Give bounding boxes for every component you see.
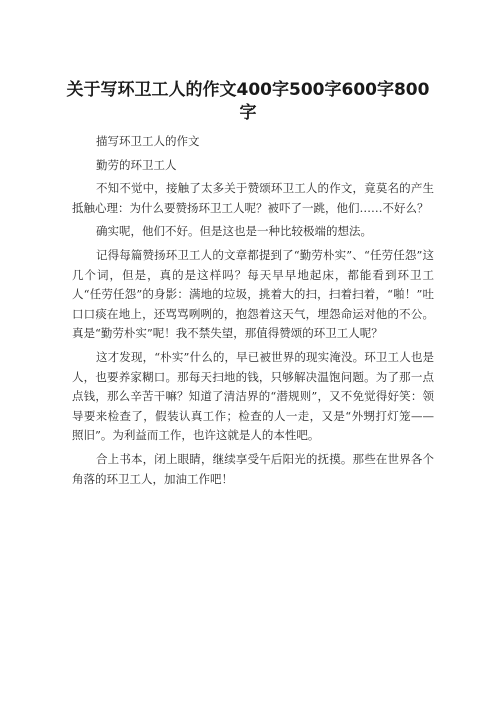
subheading-essay: 描写环卫工人的作文 (96, 134, 200, 148)
document-body (72, 132, 434, 493)
document-title: 关于写环卫工人的作文400字500字600字800字 (66, 80, 430, 123)
paragraph-5: 合上书本，闭上眼睛，继续享受午后阳光的抚摸。那些在世界各个角落的环卫工人，加油工作吧！ (72, 451, 434, 486)
paragraph-4: 这才发现，“朴实”什么的，早已被世界的现实淹没。环卫工人也是人，也要养家糊口。那每天扫地的钱，只够解决温饱问题。为了那一点点钱，那么辛苦干嘛？知道了清洁界的“潜规则”，又不免觉得好笑：领导要来检查了，假装认真工作；检查的人一走，又是“外甥打灯笼——照旧”。为利益而工作，也许这就是人的本性吧。 (72, 349, 434, 443)
subheading-article-title: 勤劳的环卫工人 (96, 157, 177, 172)
paragraph-2: 确实呢，他们不好。但是这也是一种比较极端的想法。 (96, 224, 372, 239)
paragraph-1: 不知不觉中，接触了太多关于赞颂环卫工人的作文，竟莫名的产生抵触心理：为什么要赞扬环卫工人呢？被吓了一跳，他们……不好么？ (72, 181, 434, 215)
paragraph-3: 记得每篇赞扬环卫工人的文章都提到了“勤劳朴实”、“任劳任怨”这几个词，但是，真的是这样吗？每天早早地起床，都能看到环卫工人“任劳任怨”的身影：满地的垃圾，挑着大的扫，扫着扫着，“啪！”吐口口痰在地上，还骂骂咧咧的，抱怨着这天气，埋怨命运对他的不公。真是“勤劳朴实”呢！我不禁失望，那值得赞颂的环卫工人呢？ (72, 247, 434, 341)
